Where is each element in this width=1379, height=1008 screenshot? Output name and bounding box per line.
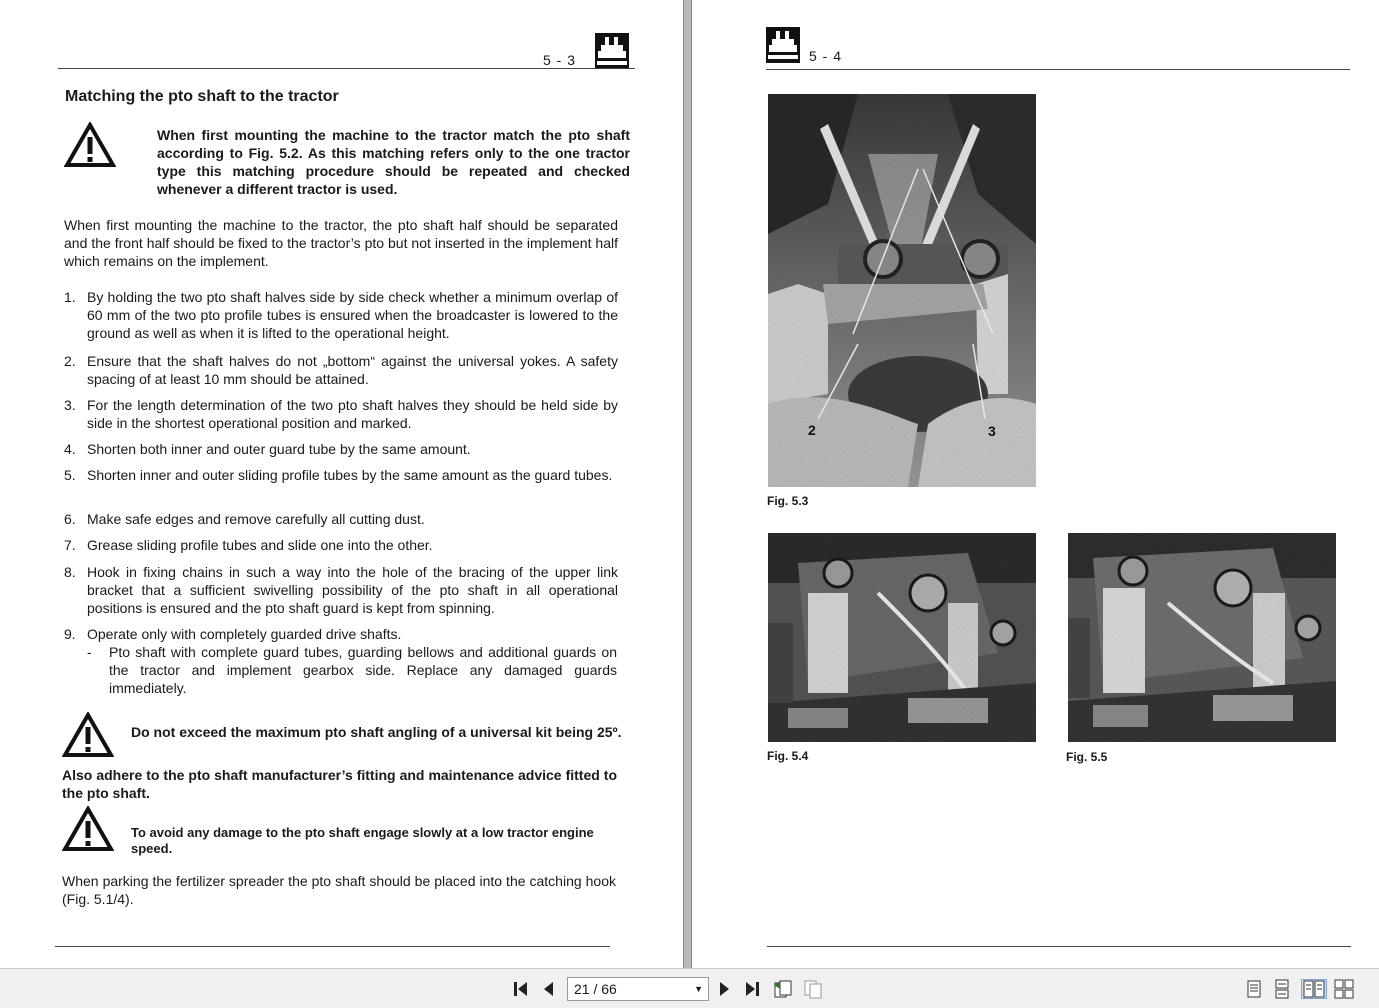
fig-5-4-photo <box>768 533 1036 742</box>
manufacturer-logo <box>766 27 800 63</box>
first-page-button[interactable] <box>510 979 532 999</box>
page-number-select[interactable] <box>567 977 709 1001</box>
facing-pages-icon <box>1302 980 1326 998</box>
warning-triangle-icon <box>62 806 114 852</box>
list-number: 6. <box>64 511 76 527</box>
left-page <box>0 0 683 968</box>
next-page-button[interactable] <box>713 979 735 999</box>
go-back-icon <box>772 979 794 999</box>
list-text: Grease sliding profile tubes and slide one into the other. <box>87 537 433 553</box>
list-text: Make safe edges and remove carefully all cutting dust. <box>87 511 425 527</box>
single-page-view-button[interactable] <box>1243 979 1265 999</box>
go-back-button[interactable] <box>772 979 794 999</box>
facing-view-button[interactable] <box>1301 979 1327 999</box>
list-text: Hook in fixing chains in such a way into the hole of the bracing of the upper link bracket that a sufficient swivelling possibility of the pto shaft in all operational positions is ensured and the pto shaft guard is kept from spinning. <box>87 564 618 616</box>
right-page <box>692 0 1379 968</box>
go-forward-button[interactable] <box>802 979 824 999</box>
continuous-facing-icon <box>1333 979 1355 999</box>
viewer-toolbar <box>0 968 1379 1008</box>
continuous-view-button[interactable] <box>1271 979 1293 999</box>
list-number: 5. <box>64 467 76 483</box>
fig-5-5-photo <box>1068 533 1336 742</box>
fig-5-3-photo <box>768 94 1036 487</box>
single-page-icon <box>1243 979 1265 999</box>
chevron-down-icon: ▼ <box>694 984 703 994</box>
list-number: 4. <box>64 441 76 457</box>
footer-rule <box>55 946 610 947</box>
next-page-icon <box>713 979 735 999</box>
list-text: Ensure that the shaft halves do not „bottom“ against the universal yokes. A safety spacing of at least 10 mm should be attained. <box>87 353 618 387</box>
list-number: 8. <box>64 564 76 580</box>
list-text: For the length determination of the two pto shaft halves they should be held side by side in the shortest operational position and marked. <box>87 397 618 431</box>
engage-warning-text: To avoid any damage to the pto shaft engage slowly at a low tractor engine speed. <box>131 825 594 856</box>
fig-5-4-caption: Fig. 5.4 <box>767 749 809 763</box>
sub-item-text: Pto shaft with complete guard tubes, guarding bellows and additional guards on the tractor and implement gearbox side. Replace any damaged guards immediately. <box>109 644 617 696</box>
sub-bullet: - <box>87 644 92 660</box>
page-number-value: 21 / 66 <box>574 981 617 997</box>
page-number: 5 - 4 <box>809 48 843 64</box>
fig-5-3-caption: Fig. 5.3 <box>767 494 809 508</box>
list-number: 1. <box>64 289 76 305</box>
warning-triangle-icon <box>62 712 114 758</box>
parking-paragraph: When parking the fertilizer spreader the pto shaft should be placed into the catching hook (Fig. 5.1/4). <box>62 873 616 907</box>
previous-page-icon <box>538 979 560 999</box>
manufacturer-logo <box>595 33 629 69</box>
fig-5-5-caption: Fig. 5.5 <box>1066 750 1108 764</box>
list-number: 9. <box>64 626 76 642</box>
section-title: Matching the pto shaft to the tractor <box>65 88 339 105</box>
list-text: Shorten both inner and outer guard tube by the same amount. <box>87 441 471 457</box>
warning-triangle-icon <box>64 122 116 168</box>
last-page-icon <box>741 979 763 999</box>
list-number: 2. <box>64 353 76 369</box>
advice-text: Also adhere to the pto shaft manufacturer’s fitting and maintenance advice fitted to the pto shaft. <box>62 767 617 801</box>
continuous-facing-view-button[interactable] <box>1333 979 1355 999</box>
list-number: 3. <box>64 397 76 413</box>
angle-warning-text: Do not exceed the maximum pto shaft angling of a universal kit being 25º. <box>131 724 622 740</box>
header-rule <box>766 69 1350 70</box>
list-text: Shorten inner and outer sliding profile tubes by the same amount as the guard tubes. <box>87 467 613 483</box>
callout-2: 2 <box>808 422 816 438</box>
list-number: 7. <box>64 537 76 553</box>
warning-text: When first mounting the machine to the tractor match the pto shaft according to Fig. 5.2. As this matching refers only to the one tractor type this matching procedure should be repeated and checked whenever a different tractor is used. <box>157 127 630 197</box>
header-rule <box>58 68 635 69</box>
page-number: 5 - 3 <box>543 52 577 68</box>
continuous-page-icon <box>1271 979 1293 999</box>
page-gutter <box>683 0 692 968</box>
previous-page-button[interactable] <box>538 979 560 999</box>
list-text: Operate only with completely guarded drive shafts. <box>87 626 402 642</box>
footer-rule <box>767 946 1351 947</box>
last-page-button[interactable] <box>741 979 763 999</box>
intro-paragraph: When first mounting the machine to the tractor, the pto shaft half should be separated and the front half should be fixed to the tractor’s pto but not inserted in the implement half which remains on the implement. <box>64 217 618 269</box>
go-forward-icon <box>802 979 824 999</box>
list-text: By holding the two pto shaft halves side by side check whether a minimum overlap of 60 mm of the two pto profile tubes is ensured when the broadcaster is lowered to the ground as well as when it is lifted to the operational height. <box>87 289 618 341</box>
first-page-icon <box>510 979 532 999</box>
callout-3: 3 <box>988 423 996 439</box>
